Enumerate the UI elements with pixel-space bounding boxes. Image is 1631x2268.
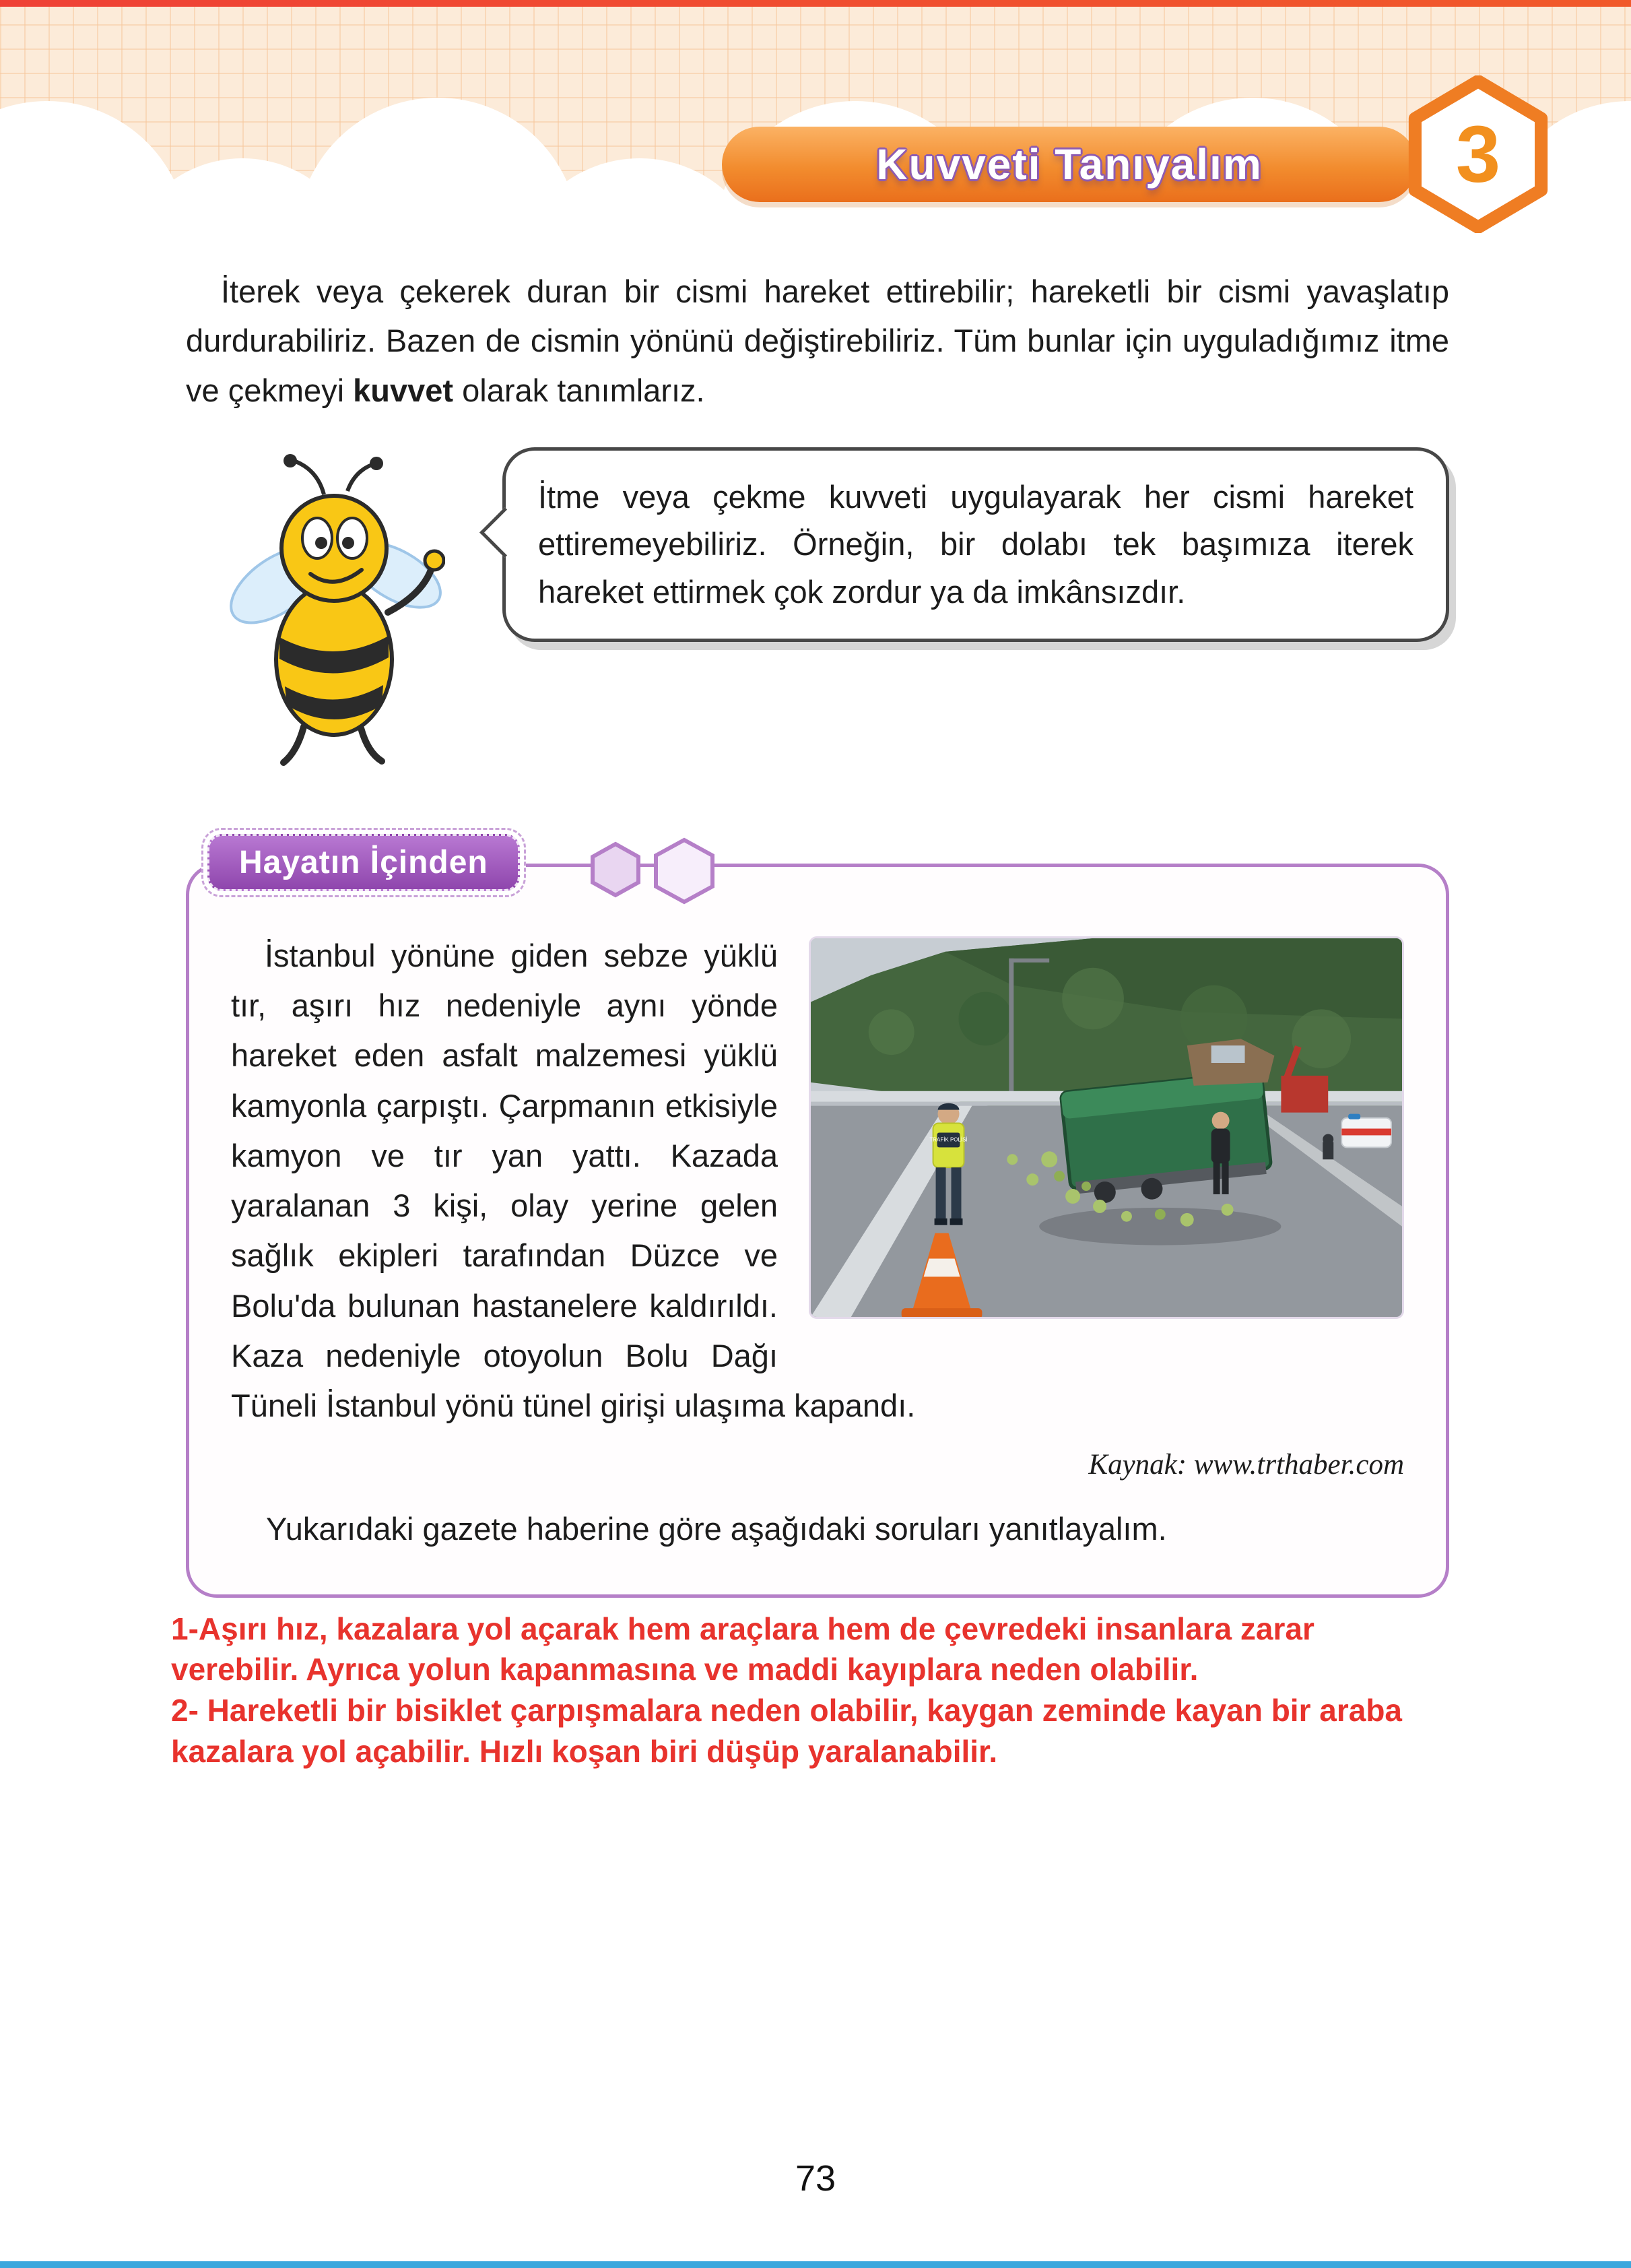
life-section-box [186, 844, 1449, 1598]
prompt-paragraph: Yukarıdaki gazete haberine göre aşağıdaki soruları yanıtlayalım. [266, 1511, 1167, 1547]
ambulance-illustration [1341, 1114, 1391, 1148]
news-text: İstanbul yönüne giden sebze yüklü tır, aşırı hız nedeniyle aynı yönde hareket eden asfalt malzemesi yüklü kamyonla çarpıştı. Çarpmanın etkisiyle kamyon ve tır yan yattı. Kazada yaralanan 3 kişi, olay yerine gelen sağlık ekipleri tarafından Düzce ve Bolu'da bulunan hastanelere kaldırıldı. Kaza nedeniyle otoyolun Bolu Dağı Tüneli İstanbul yönü tünel girişi ulaşıma kapandı. [231, 937, 916, 1424]
vest-label: TRAFİK POLİSİ [929, 1136, 968, 1143]
hexagon-decoration-icon [583, 837, 738, 907]
top-edge-strip [0, 0, 1631, 7]
intro-text: İterek veya çekerek duran bir cismi hareket ettirebilir; hareketli bir cismi yavaşlatıp durdurabiliriz. Bazen de cismin yönünü değiştirebiliriz. Tüm bunlar için uyguladığımız itme ve çekmeyi [186, 273, 1449, 408]
mascot-row [186, 447, 1449, 784]
accident-scene-illustration [811, 938, 1402, 1317]
life-section-label: Hayatın İçinden [207, 834, 520, 891]
source-attribution: Kaynak: www.trthaber.com [1088, 1449, 1404, 1481]
chapter-number-hexagon [1406, 75, 1550, 233]
answer-2: 2- Hareketli bir bisiklet çarpışmalara neden olabilir, kaygan zeminde kayan bir araba kazalara yol açabilir. Hızlı koşan biri düşüp yaralanabilir. [171, 1693, 1403, 1769]
bee-icon [223, 454, 445, 771]
speech-bubble [502, 447, 1449, 643]
news-paragraph [231, 931, 1404, 1431]
intro-bold-word: kuvvet [353, 372, 454, 408]
accident-photo [809, 936, 1404, 1319]
page-title: Kuvveti Tanıyalım [876, 140, 1263, 189]
speech-bubble-text: İtme veya çekme kuvveti uygulayarak her cismi hareket ettiremeyebiliriz. Örneğin, bir dolabı tek başımıza iterek hareket ettirmek çok zordur ya da imkânsızdır. [538, 478, 1413, 610]
intro-paragraph [186, 267, 1449, 415]
chapter-number: 3 [1455, 109, 1501, 199]
page-number: 73 [795, 2158, 836, 2199]
answer-1: 1-Aşırı hız, kazalara yol açarak hem araçlara hem de çevredeki insanlara zarar verebilir. Ayrıca yolun kapanmasına ve maddi kayıplara neden olabilir. [171, 1611, 1314, 1687]
hexagon-badge-icon [1406, 75, 1550, 233]
life-section-label-frame [201, 828, 526, 897]
bottom-edge-strip [0, 2261, 1631, 2268]
intro-text-after: olarak tanımlarız. [453, 372, 705, 408]
bee-mascot-illustration [223, 454, 445, 771]
handwritten-answers [171, 1609, 1449, 1772]
